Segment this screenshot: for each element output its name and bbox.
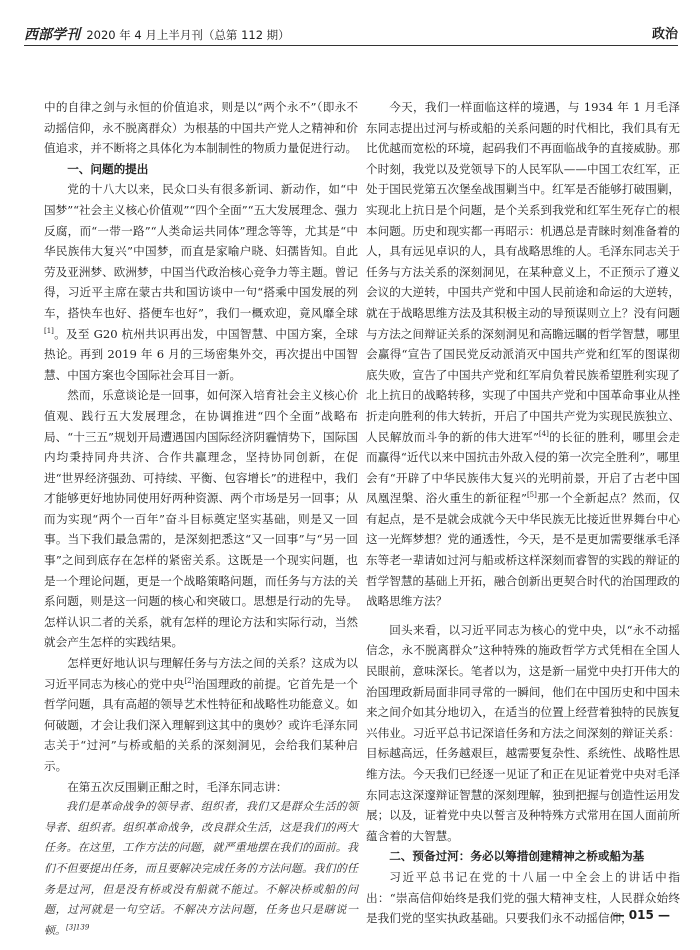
citation-ref: [2] [184,676,195,685]
citation-ref: [1] [44,326,54,335]
journal-logo: 西部学刊 [24,27,80,43]
citation-ref: [5] [526,491,537,500]
issue-info: 2020 年 4 月上半月刊（总第 112 期） [86,28,290,42]
section-heading: 二、预备过河：务必以筹措创建精神之桥或船为基 [389,849,645,864]
body-paragraph: 怎样更好地认识与理解任务与方法之间的关系？这成为以习近平同志为核心的党中央[2]治国理政的前提。它首先是一个哲学问题，具有高超的领导艺术性特征和战略性功能意义。如何破题，才会让我们深入理解到这其中的奥妙？或许毛泽东同志关于“过河”与桥或船的关系的深刻洞见，会给我们某种启示。 [44,656,358,773]
block-quote: 我们是革命战争的领导者、组织者，我们又是群众生活的领导者、组织者。组织革命战争，改良群众生活，这是我们的两大任务。在这里，工作方法的问题，就严重地摆在我们的面前。我们不但要提出任务，而且要解决完成任务的方法问题。我们的任务是过河，但是没有桥或没有船就不能过。不解决桥或船的问题，过河就是一句空话。不解决方法问题，任务也只是瞎说一顿。$^{[3]139}$ [44,800,358,937]
body-paragraph: 中的自律之剑与永恒的价值追求，则是以“两个永不”（即永不动摇信仰，永不脱离群众）为根基的中国共产党人之精神和价值追求，并不断将之具体化为本制制性的物质力量促进行动。 [44,100,358,156]
body-paragraph: 党的十八大以来，民众口头有很多新词、新动作，如“中国梦”“社会主义核心价值观”“四个全面”“五大发展理念、强力反腐，而“一带一路”“人类命运共同体”理念等等，尤其是“中华民族伟大复兴”中国梦，而直是家喻户晓、妇孺皆知。自此劳及亚洲梦、欧洲梦，中国当代政治核心竞争力等主题。曾记得，习近平主席在蒙古共和国访谈中一句“搭乘中国发展的列车，搭快车也好、搭便车也好”，我们一概欢迎，竟风靡全球[1]。及至 G20 杭州共识再出发，中国智慧、中国方案，全球热论。再到 2019 年 6 月的三场密集外交，再次提出中国智慧、中国方案也令国际社会耳目一新。 [44,182,358,382]
body-paragraph: 今天，我们一样面临这样的境遇，与 1934 年 1 月毛泽东同志提出过河与桥或船的关系问题的时代相比，我们具有无比优越而宽松的环境，起码我们不再面临战争的直接威胁。那个时刻，我党以及党领导下的人民军队——中国工农红军，正处于国民党第五次堡垒战围剿当中。红军是否能够打破围剿，实现北上抗日是个问题，是个关系到我党和红军生死存亡的根本问题。历史和现实都一再昭示：机遇总是青睐时刻准备着的人，具有远见卓识的人，具有战略思维的人。毛泽东同志关于任务与方法关系的深刻洞见，在某种意义上，不正预示了遵义会议的大逆转，中国共产党和中国人民前途和命运的大逆转，就在于战略思维方法及其积极主动的导预谋则立上？没有问题与方法之间辩证关系的深刻洞见和高瞻远瞩的哲学智慧，哪里会赢得“宣告了国民党反动派消灭中国共产党和红军的图谋彻底失败，宣告了中国共产党和红军肩负着民族希望胜利实现了北上抗日的战略转移，实现了中国共产党和中国革命事业从挫折走向胜利的伟大转折，开启了中国共产党为实现民族独立、人民解放而斗争的新的伟大进军”[4]的长征的胜利，哪里会走而赢得“近代以来中国抗击外敌入侵的第一次完全胜利”，哪里会有“开辟了中华民族伟大复兴的光明前景，开启了古老中国凤凰涅槃、浴火重生的新征程”[5]那一个全新起点？然而，仅有起点，是不是就会成就今天中华民族无比接近世界舞台中心这一光辉梦想？党的通透性，今天，是不是更加需要继承毛泽东等老一辈请如过河与船或桥这样深刻而睿智的实践的辩证的哲学智慧的基础上开拓，融合创新出更契合时代的治国理政的战略思维方法？ [366,100,680,609]
page-header [24,14,678,48]
body-paragraph: 然而，乐意谈论是一回事，如何深入培育社会主义核心价值观、践行五大发展理念，在协调推进“四个全面”战略布局、“十三五”规划开局遭遇国内国际经济阴霾情势下，国际国内均秉持同舟共济、合作共赢理念，坚持协同创新，在促进“世界经济强劲、可持续、平衡、包容增长”的进程中，我们才能够更好地协同使用好两种资源、两个市场是另一回事；从而为实现“两个一百年”奋斗目标奠定坚实基础，则是又一回事。当下我们最急需的，是深刻把悉这“又一回事”与“另一回事”之间到底存在怎样的紧密关系。这既是一个现实问题，也是一个理论问题，更是一个战略策略问题，而任务与方法的关系问题，则是这一问题的核心和突破口。思想是行动的先导。怎样认识二者的关系，就有怎样的理论方法和实际行动，当然就会产生怎样的实践结果。 [44,388,358,650]
citation-ref: [3]139 [66,923,90,932]
right-column [366,97,680,929]
paragraph-gap [366,612,680,620]
body-paragraph: 习近平总书记在党的十八届一中全会上的讲话中指出：“崇高信仰始终是我们党的强大精神支柱，人民群众始终是我们党的坚实执政基础。只要我们永不动摇信仰， [366,869,680,926]
body-paragraph: 在第五次反围剿正酣之时，毛泽东同志讲： [67,779,288,794]
header-rule [24,45,678,46]
section-heading: 一、问题的提出 [67,161,149,176]
body-paragraph: 回头来看，以习近平同志为核心的党中央，以“永不动摇信念，永不脱离群众”这种特殊的施政哲学方式凭相在全国人民眼前，意味深长。笔者以为，这是新一届党中央打开伟大的治国理政新局面非同寻常的一瞬间，他们在中国历史和中国未来之间介如其分地切入，在适当的位置上经营着独特的民族复兴伟业。习近平总书记深谙任务和方法之间深刻的辩证关系：目标越高远，任务越艰巨，越需要复杂性、系统性、战略性思维方法。今天我们已经逐一见证了和正在见证着党中央对毛泽东同志这深邃辩证智慧的深刻理解，独到把握与创造性运用发展；以及，证着党中央以誓言及种特殊方式常用在国人面前所蕴含着的大智慧。 [366,622,680,843]
citation-ref: [4] [538,429,549,438]
page-number: — 015 — [612,908,670,922]
journal-masthead [24,24,290,44]
section-label: 政治 [651,27,678,42]
left-column [44,97,358,941]
